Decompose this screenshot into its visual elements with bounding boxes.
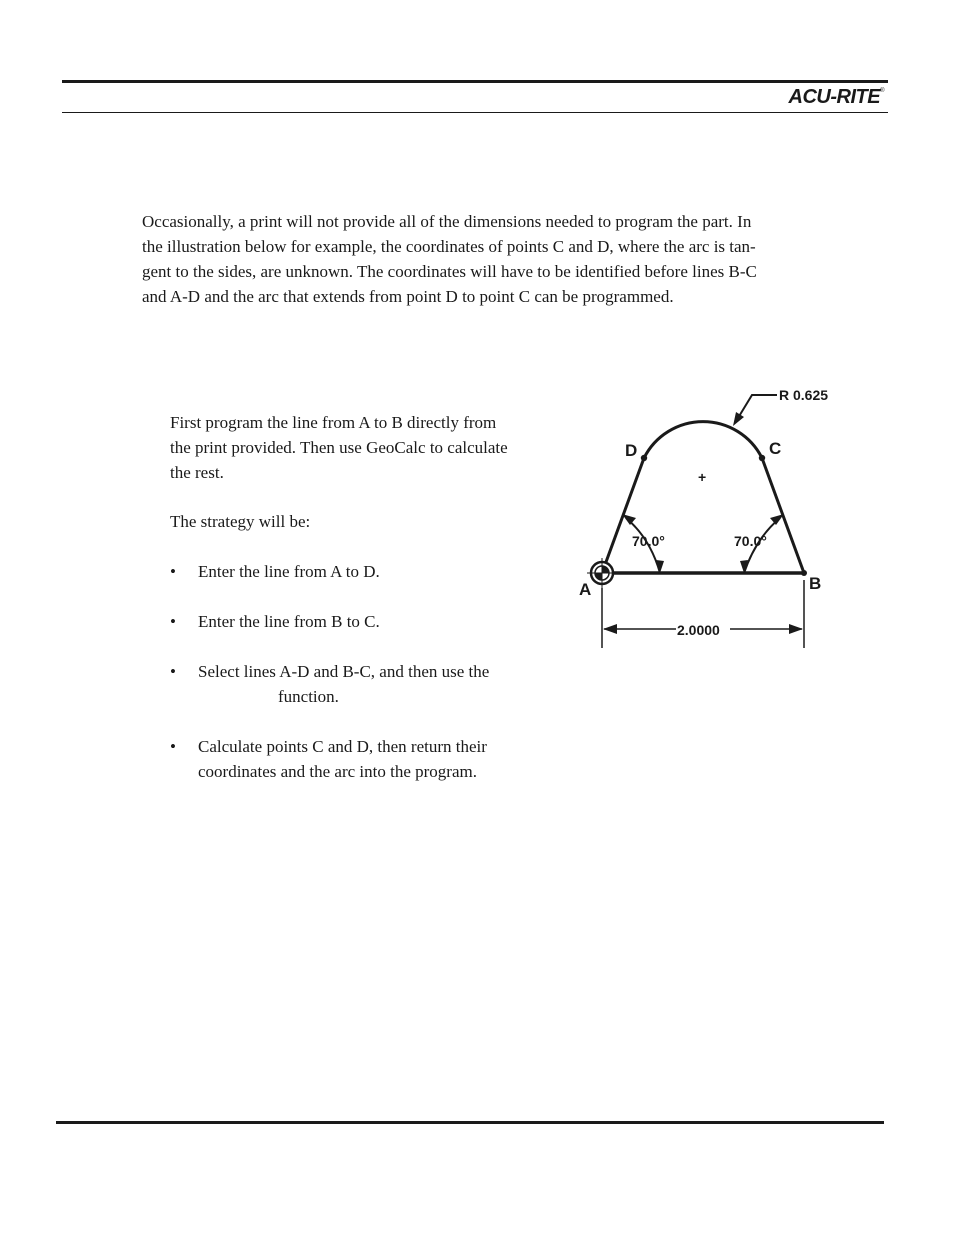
first-step-line: the print provided. Then use GeoCalc to calculate: [170, 438, 508, 457]
bullet-line: Calculate points C and D, then return their: [198, 737, 487, 756]
bullet-line: coordinates and the arc into the program.: [198, 762, 477, 781]
angle-arrowhead-right-top: [770, 514, 784, 525]
label-c: C: [769, 439, 782, 458]
footer-rule: [56, 1121, 884, 1124]
radius-leader: [738, 395, 777, 418]
angle-label-left: 70.0°: [632, 533, 665, 549]
point-b-dot: [801, 570, 807, 576]
arc-d-c: [644, 422, 762, 458]
bullet-line: function.: [278, 687, 339, 706]
bullet-dot: •: [170, 612, 176, 631]
arc-center-mark: +: [698, 469, 707, 485]
bullet-item: [170, 659, 560, 709]
radius-label: R 0.625: [779, 387, 829, 403]
first-step-line: First program the line from A to B directly from: [170, 413, 497, 432]
dimension-arrowhead-left: [603, 624, 617, 634]
bullet-line: Select lines A-D and B-C, and then use the: [198, 662, 490, 681]
instructions-column: [170, 410, 560, 784]
bullet-dot: •: [170, 562, 176, 581]
angle-label-right: 70.0°: [734, 533, 767, 549]
datum-icon: [587, 558, 617, 588]
header-rule-thin: [62, 112, 888, 113]
bullet-item: [170, 609, 560, 634]
bullet-line: Enter the line from A to D.: [198, 562, 380, 581]
point-d-dot: [641, 455, 647, 461]
bullet-item: [170, 559, 560, 584]
bullet-dot: •: [170, 662, 176, 681]
strategy-label: The strategy will be:: [170, 512, 311, 531]
label-b: B: [809, 574, 822, 593]
acu-rite-logo: [789, 86, 884, 109]
intro-line: gent to the sides, are unknown. The coordinates will have to be identified before lines B-C: [142, 262, 757, 281]
line-b-c: [762, 458, 804, 573]
point-c-dot: [759, 455, 765, 461]
bullet-item: [170, 734, 560, 784]
dimension-arrowhead-right: [789, 624, 803, 634]
angle-arrowhead-left-top: [622, 514, 636, 525]
bullet-dot: •: [170, 737, 176, 756]
radius-arrowhead: [733, 412, 744, 426]
intro-line: Occasionally, a print will not provide all of the dimensions needed to program the part. In: [142, 212, 752, 231]
logo-text: ACU-RITE: [788, 86, 881, 108]
label-a: A: [579, 580, 592, 599]
intro-paragraph: [142, 209, 842, 309]
intro-line: the illustration below for example, the coordinates of points C and D, where the arc is tan-: [142, 237, 756, 256]
first-step-paragraph: [170, 410, 560, 485]
label-d: D: [625, 441, 638, 460]
intro-line: and A-D and the arc that extends from point D to point C can be programmed.: [142, 287, 674, 306]
bullet-line: Enter the line from B to C.: [198, 612, 380, 631]
header-rule-thick: [62, 80, 888, 83]
width-label: 2.0000: [677, 622, 720, 638]
registered-mark: ®: [880, 88, 884, 94]
line-a-d: [602, 458, 644, 573]
first-step-line: the rest.: [170, 463, 224, 482]
part-diagram: [570, 380, 850, 660]
